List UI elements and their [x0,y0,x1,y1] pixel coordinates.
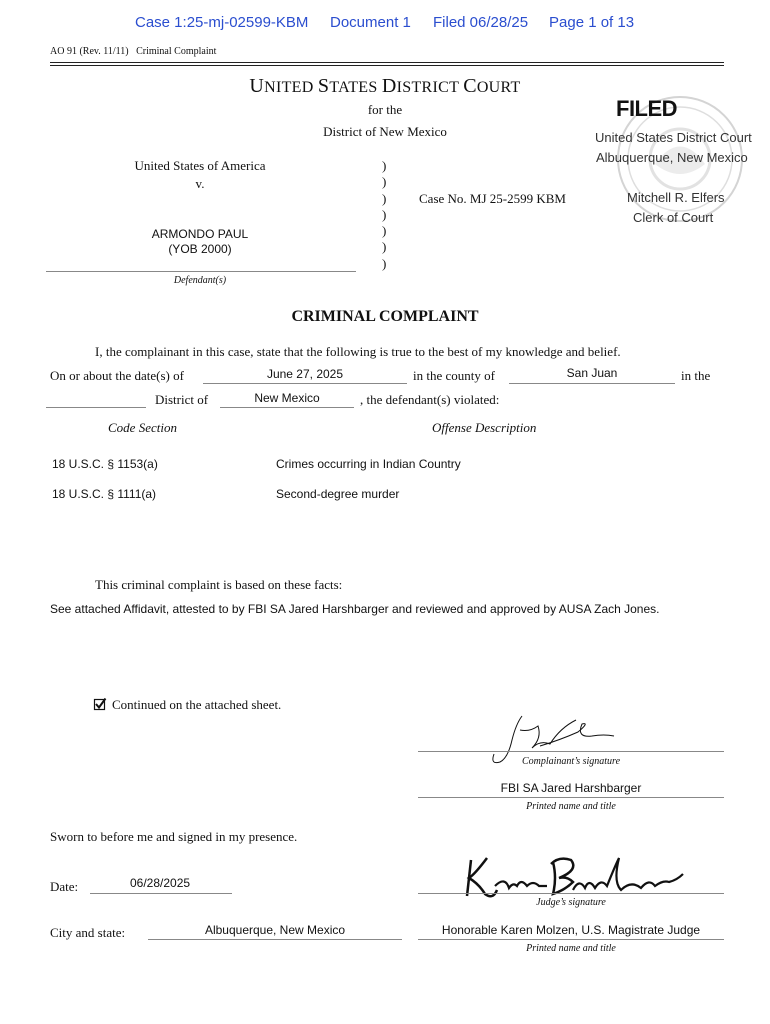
sworn-statement: Sworn to before me and signed in my presence. [50,829,298,844]
district-of-label: District of [155,392,209,407]
judge-printed-label: Printed name and title [526,943,616,954]
bracket: ) [382,255,387,271]
blank-line [148,939,402,940]
defendant-yob: (YOB 2000) [168,242,232,256]
offense-date: June 27, 2025 [266,367,344,381]
defendant-label: Defendant(s) [173,275,227,286]
divider [50,62,724,63]
offense-description: Second-degree murder [276,487,400,501]
court-title-part: C [463,75,477,97]
bracket: ) [382,239,387,255]
caption-brackets [382,158,386,272]
form-id: AO 91 (Rev. 11/11) Criminal Complaint [50,46,217,57]
county-label: in the county of [413,368,495,383]
filed-title: FILED [616,96,678,121]
continued-checkbox[interactable] [93,697,107,711]
plaintiff: United States of America [134,158,266,173]
stamp-court: United States District Court [595,130,752,145]
date-label: Date: [50,879,79,894]
signature-line [418,751,724,752]
blank-line [220,407,354,408]
signature-line [418,797,724,798]
court-title-part: U [249,75,265,97]
court-title-part: D [381,75,397,97]
court-title-part: S [317,75,330,97]
offense-code: 18 U.S.C. § 1153(a) [52,457,158,471]
filed-stamp [595,92,765,242]
bracket: ) [382,190,387,206]
continued-label: Continued on the attached sheet. [112,697,282,712]
on-about-label: On or about the date(s) of [50,368,184,383]
defendant-name: ARMONDO PAUL [151,227,249,241]
facts-intro: This criminal complaint is based on these facts: [95,577,343,592]
signature-line [418,939,724,940]
complaint-heading: CRIMINAL COMPLAINT [291,308,479,325]
county-value: San Juan [566,366,618,380]
in-the-label: in the [681,368,711,383]
checkbox-checked-icon [93,697,107,711]
stamp-city: Albuquerque, New Mexico [596,150,748,165]
ecf-header [0,14,770,34]
date-value: 06/28/2025 [130,876,191,890]
city-state-value: Albuquerque, New Mexico [204,923,346,937]
case-no: Case No. MJ 25-2599 KBM [419,191,566,206]
district-title: District of New Mexico [323,124,447,139]
filed-date: Filed 06/28/25 [433,14,529,31]
court-title-part: ISTRICT [396,79,464,96]
blank-line [203,383,407,384]
bracket: ) [382,223,387,239]
facts-text: See attached Affidavit, attested to by FBI SA Jared Harshbarger and reviewed and approved by AUSA Zach Jones. [50,602,660,616]
stamp-clerk-title: Clerk of Court [633,210,714,225]
court-title-part: NITED [264,79,318,96]
blank-line [90,893,232,894]
complainant-printed-label: Printed name and title [526,801,616,812]
defendant-line [46,271,356,272]
versus: v. [195,176,205,191]
offense-description-header: Offense Description [432,420,537,435]
bracket: ) [382,158,387,173]
judge-signature-label: Judge’s signature [536,897,606,908]
bracket: ) [382,206,387,222]
page-indicator: Page 1 of 13 [549,14,635,31]
offense-code: 18 U.S.C. § 1111(a) [52,487,157,501]
court-title-part: TATES [329,79,382,96]
court-title-part: OURT [476,79,521,96]
for-the: for the [367,102,403,117]
violated-label: , the defendant(s) violated: [360,392,500,407]
complainant-printed-name: FBI SA Jared Harshbarger [500,781,642,795]
complainant-signature-label: Complainant’s signature [521,756,621,767]
stamp-clerk: Mitchell R. Elfers [627,190,725,205]
judge-printed-name: Honorable Karen Molzen, U.S. Magistrate Judge [441,923,701,937]
bracket: ) [382,174,387,190]
district-value: New Mexico [254,391,320,405]
offense-description: Crimes occurring in Indian Country [276,457,461,471]
blank-line [46,407,146,408]
document-number: Document 1 [330,14,411,31]
signature-line [418,893,724,894]
complaint-intro: I, the complainant in this case, state that the following is true to the best of my knowledge and belief. [95,344,621,359]
blank-line [509,383,675,384]
case-number: Case 1:25-mj-02599-KBM [135,14,309,31]
code-section-header: Code Section [108,420,177,435]
divider [50,65,724,66]
city-state-label: City and state: [50,925,126,940]
